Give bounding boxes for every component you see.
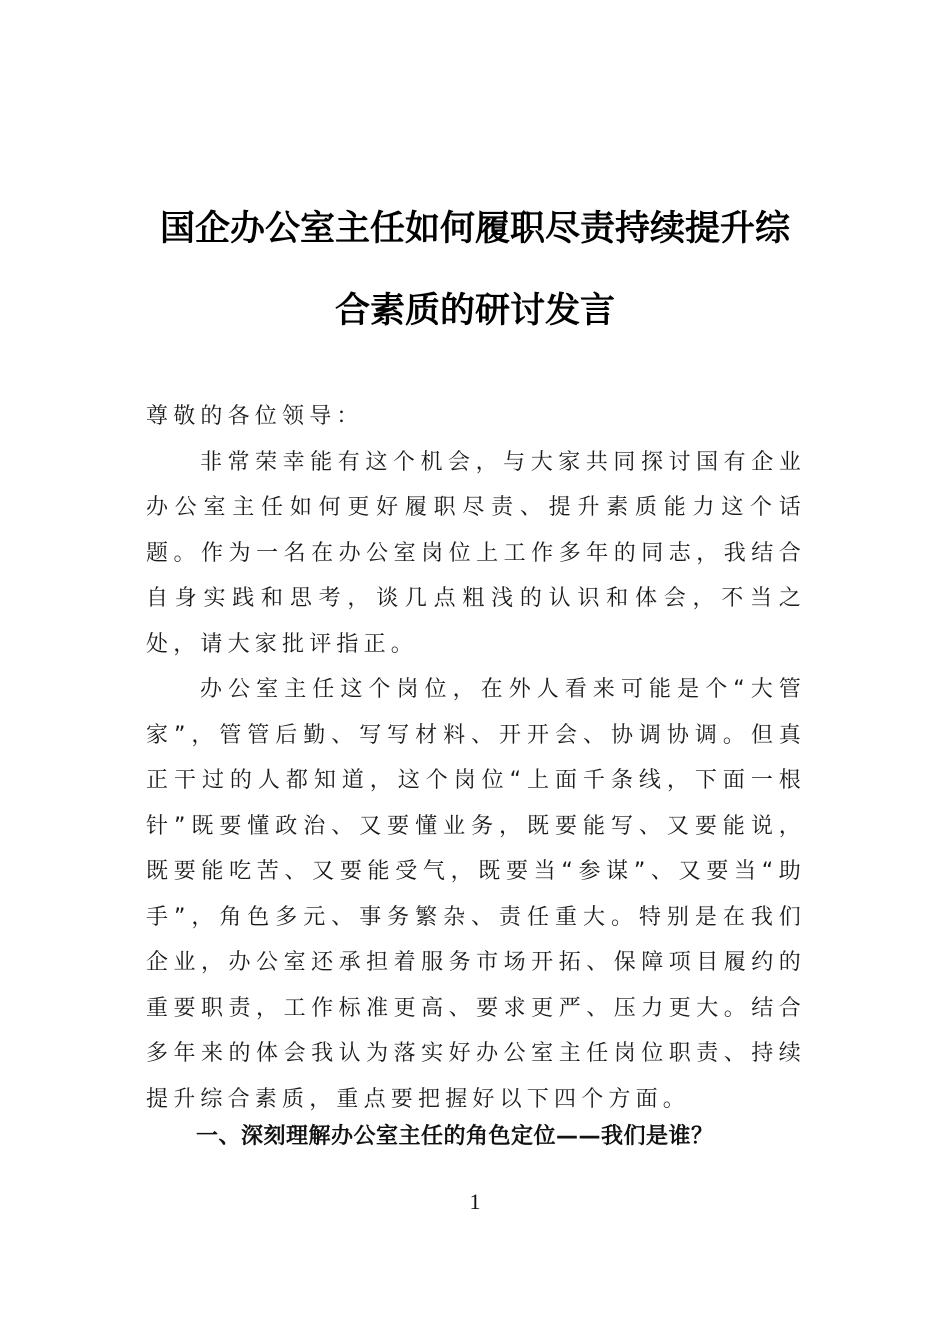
document-body bbox=[146, 394, 806, 1122]
paragraph-intro: 非常荣幸能有这个机会，与大家共同探讨国有企业办公室主任如何更好履职尽责、提升素质能力这个话题。作为一名在办公室岗位上工作多年的同志，我结合自身实践和思考，谈几点粗浅的认识和体会，不当之处，请大家批评指正。 bbox=[146, 449, 806, 657]
title-line-1: 国企办公室主任如何履职尽责持续提升综 bbox=[159, 208, 790, 249]
salutation: 尊敬的各位领导： bbox=[146, 404, 364, 429]
title-line-2: 合素质的研讨发言 bbox=[334, 290, 615, 331]
paragraph-role-description: 办公室主任这个岗位，在外人看来可能是个“大管家”，管管后勤、写写材料、开开会、协调协调。但真正干过的人都知道，这个岗位“上面千条线，下面一根针”既要懂政治、又要懂业务，既要能写、又要能说，既要能吃苦、又要能受气，既要当“参谋”、又要当“助手”，角色多元、事务繁杂、责任重大。特别是在我们企业，办公室还承担着服务市场开拓、保障项目履约的重要职责，工作标准更高、要求更严、压力更大。结合多年来的体会我认为落实好办公室主任岗位职责、持续提升综合素质，重点要把握好以下四个方面。 bbox=[146, 677, 806, 1112]
document-title bbox=[130, 188, 820, 352]
page-number: 1 bbox=[469, 1189, 481, 1214]
section-heading-1: 一、深刻理解办公室主任的角色定位——我们是谁？ bbox=[196, 1124, 714, 1149]
